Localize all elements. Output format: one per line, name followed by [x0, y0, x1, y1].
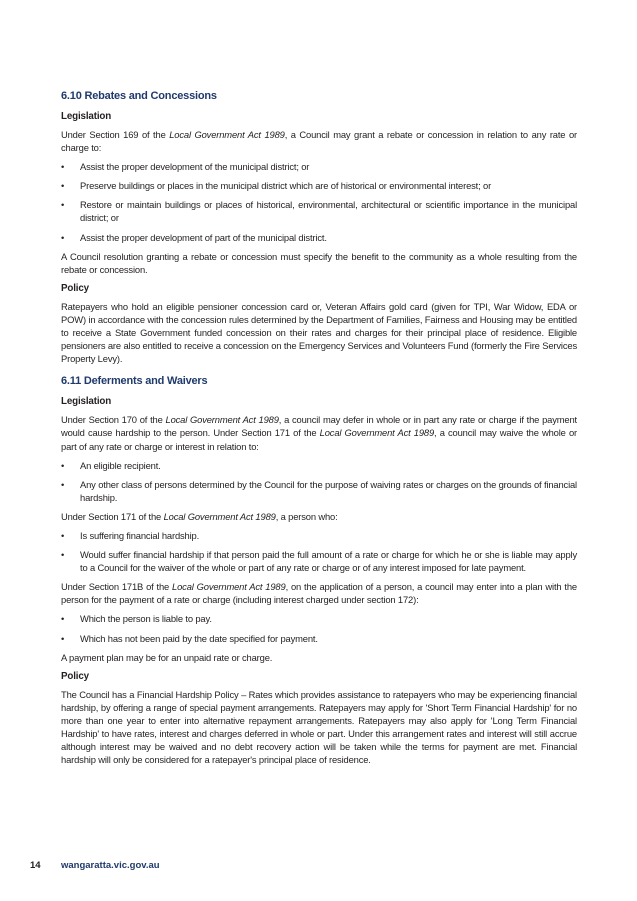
section-heading-6-10: 6.10 Rebates and Concessions [61, 90, 217, 102]
paragraph: Under Section 169 of the Local Government Act 1989, a Council may grant a rebate or concession in relation to any rate or charge to: [61, 129, 577, 154]
list-item: • Assist the proper development of the municipal district; or [61, 160, 577, 173]
list-item: • An eligible recipient. [61, 459, 577, 472]
list-item: • Is suffering financial hardship. [61, 529, 577, 542]
policy-heading: Policy [61, 670, 89, 682]
bullet-list [61, 612, 577, 644]
section-heading-6-11: 6.11 Deferments and Waivers [61, 375, 208, 388]
page-number: 14 [30, 860, 41, 871]
list-item: • Preserve buildings or places in the municipal district which are of historical or environmental interest; or [61, 179, 577, 192]
paragraph: Under Section 171B of the Local Government Act 1989, on the application of a person, a council may enter into a plan with the person for the payment of a rate or charge (including interest charged under section 172): [61, 581, 577, 606]
bullet-list [61, 459, 577, 504]
bullet-list [61, 160, 577, 243]
bullet-list [61, 529, 577, 574]
document-body [61, 89, 577, 772]
legislation-heading: Legislation [61, 111, 112, 122]
policy-heading: Policy [61, 282, 89, 294]
paragraph: Under Section 170 of the Local Government Act 1989, a council may defer in whole or in part any rate or charge if the payment would cause hardship to the person. Under Section 171 of the Local Government Act 1989, a council may waive the whole or part of any rate or charge or interest in relation to: [61, 414, 577, 452]
list-item: • Which the person is liable to pay. [61, 612, 577, 625]
page-footer [30, 860, 160, 871]
paragraph: Under Section 171 of the Local Government Act 1989, a person who: [61, 510, 338, 522]
list-item: • Assist the proper development of part of the municipal district. [61, 231, 577, 244]
paragraph: A Council resolution granting a rebate or concession must specify the benefit to the community as a whole resulting from the rebate or concession. [61, 250, 577, 275]
paragraph: The Council has a Financial Hardship Policy – Rates which provides assistance to ratepayers who may be experiencing financial hardship, by offering a range of special payment arrangements. Ratepayers may apply for 'Short Term Financial Hardship' for no more than one year to enter into alternative repayment arrangements. Ratepayers may also apply for 'Long Term Financial Hardship' to have rates, interest and charges deferred in whole or part. Under this arrangement rates and interest will still accrue although interest may be waived and no debt recovery action will be taken while the terms for payment are met. Financial hardship will only be considered for a ratepayer's principal place of residence. [61, 688, 577, 766]
list-item: • Any other class of persons determined by the Council for the purpose of waiving rates or charges on the grounds of financial hardship. [61, 478, 577, 504]
paragraph: Ratepayers who hold an eligible pensioner concession card or, Veteran Affairs gold card (given for TPI, War Widow, EDA or POW) in accordance with the concession rules determined by the Department of Families, Fairness and Housing may be entitled to receive a State Government funded concession on their rates and charges for their principal place of residence. Eligible pensioners are also entitled to receive a concession on the Emergency Services and Volunteers Fund (formerly the Fire Services Property Levy). [61, 300, 577, 365]
list-item: • Would suffer financial hardship if that person paid the full amount of a rate or charge for which he or she is liable may apply to a Council for the waiver of the whole or part of any rate or charge or of any interest imposed for late payment. [61, 548, 577, 574]
list-item: • Restore or maintain buildings or places of historical, environmental, architectural or scientific importance in the municipal district; or [61, 198, 577, 224]
footer-url[interactable]: wangaratta.vic.gov.au [61, 860, 160, 871]
paragraph: A payment plan may be for an unpaid rate or charge. [61, 651, 273, 663]
list-item: • Which has not been paid by the date specified for payment. [61, 632, 577, 645]
legislation-heading: Legislation [61, 396, 112, 408]
